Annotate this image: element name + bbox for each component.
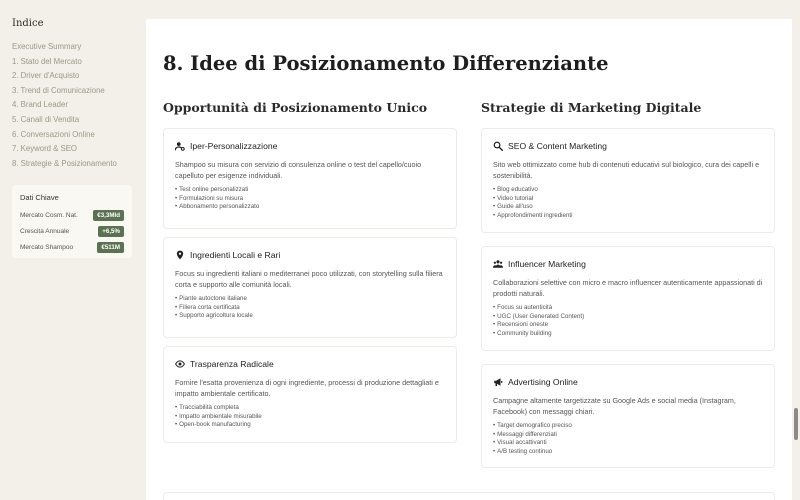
next-section-card bbox=[163, 492, 775, 500]
card-bullet-list bbox=[175, 186, 445, 212]
list-item: • Formulazioni su misura bbox=[175, 195, 445, 204]
section-heading-marketing: Strategie di Marketing Digitale bbox=[481, 100, 702, 115]
card-title: Ingredienti Locali e Rari bbox=[190, 250, 281, 260]
list-item: • Test online personalizzati bbox=[175, 186, 445, 195]
list-item: • Recensioni oneste bbox=[493, 321, 763, 330]
stat-label: Mercato Cosm. Nat. bbox=[20, 211, 78, 219]
nav-item-conversazioni-online[interactable]: 6. Conversazioni Online bbox=[12, 129, 95, 139]
nav-item-strategie-posizionamento[interactable]: 8. Strategie & Posizionamento bbox=[12, 158, 117, 168]
card-title: Iper-Personalizzazione bbox=[190, 141, 278, 151]
list-item: • Approfondimenti ingredienti bbox=[493, 212, 763, 221]
card-bullet-list bbox=[175, 295, 445, 321]
card-influencer-marketing bbox=[481, 246, 775, 351]
card-description: Collaborazioni selettive con micro e macro influencer autenticamente appassionati di prodotti naturali. bbox=[493, 278, 763, 298]
card-description: Focus su ingredienti italiani o mediterranei poco utilizzati, con storytelling sulla filiera corta e supporto alle comunità locali. bbox=[175, 269, 443, 289]
key-stats-title: Dati Chiave bbox=[20, 193, 59, 202]
nav-item-executive-summary[interactable]: Executive Summary bbox=[12, 42, 82, 51]
card-bullet-list bbox=[493, 186, 763, 220]
card-advertising-online bbox=[481, 364, 775, 468]
nav-item-trend-comunicazione[interactable]: 3. Trend di Comunicazione bbox=[12, 85, 105, 95]
card-title: Influencer Marketing bbox=[508, 259, 586, 269]
stat-value-badge: €3,3Mld bbox=[93, 210, 124, 221]
list-item: • A/B testing continuo bbox=[493, 448, 763, 457]
list-item: • Abbonamento personalizzato bbox=[175, 203, 445, 212]
stat-row bbox=[20, 207, 124, 223]
nav-item-canali-vendita[interactable]: 5. Canali di Vendita bbox=[12, 114, 80, 124]
list-item: • UGC (User Generated Content) bbox=[493, 313, 763, 322]
list-item: • Target demografico preciso bbox=[493, 422, 763, 431]
stat-row bbox=[20, 223, 124, 239]
card-trasparenza-radicale bbox=[163, 346, 457, 443]
eye-icon bbox=[175, 359, 185, 369]
list-item: • Visual accattivanti bbox=[493, 439, 763, 448]
sidebar bbox=[0, 0, 146, 500]
list-item: • Piante autoctone italiane bbox=[175, 295, 445, 304]
card-description: Shampoo su misura con servizio di consulenza online o test del capello/cuoio capelluto per esigenze individuali. bbox=[175, 160, 422, 180]
card-description: Sito web ottimizzato come hub di contenuti educativi sul biologico, cura dei capelli e sostenibilità. bbox=[493, 160, 760, 180]
search-icon bbox=[493, 141, 503, 151]
scrollbar[interactable] bbox=[792, 0, 800, 500]
stat-label: Crescita Annuale bbox=[20, 227, 70, 235]
sidebar-title: Indice bbox=[12, 18, 44, 29]
list-item: • Messaggi differenziati bbox=[493, 431, 763, 440]
main-content bbox=[146, 19, 792, 500]
user-gear-icon bbox=[175, 141, 185, 151]
list-item: • Impatto ambientale misurabile bbox=[175, 413, 445, 422]
section-heading-positioning: Opportunità di Posizionamento Unico bbox=[163, 100, 428, 115]
list-item: • Blog educativo bbox=[493, 186, 763, 195]
users-icon bbox=[493, 259, 503, 269]
stat-row bbox=[20, 239, 124, 255]
list-item: • Filiera corta certificata bbox=[175, 304, 445, 313]
card-bullet-list bbox=[493, 304, 763, 338]
list-item: • Focus su autenticità bbox=[493, 304, 763, 313]
card-bullet-list bbox=[493, 422, 763, 456]
card-title: SEO & Content Marketing bbox=[508, 141, 607, 151]
nav-item-stato-mercato[interactable]: 1. Stato del Mercato bbox=[12, 56, 82, 66]
card-title: Trasparenza Radicale bbox=[190, 359, 274, 369]
sidebar-nav bbox=[12, 40, 117, 171]
card-ingredienti-locali bbox=[163, 237, 457, 338]
stat-value-badge: €511M bbox=[97, 242, 124, 253]
card-bullet-list bbox=[175, 404, 445, 430]
list-item: • Tracciabilità completa bbox=[175, 404, 445, 413]
page-title: 8. Idee di Posizionamento Differenziante bbox=[163, 52, 609, 75]
card-iper-personalizzazione bbox=[163, 128, 457, 229]
key-stats-panel bbox=[12, 185, 132, 258]
map-pin-icon bbox=[175, 250, 185, 260]
card-description: Campagne altamente targetizzate su Google Ads e social media (Instagram, Facebook) con messaggi chiari. bbox=[493, 396, 736, 416]
stat-label: Mercato Shampoo bbox=[20, 243, 74, 251]
nav-item-brand-leader[interactable]: 4. Brand Leader bbox=[12, 100, 68, 110]
scrollbar-thumb[interactable] bbox=[794, 408, 798, 440]
list-item: • Video tutorial bbox=[493, 195, 763, 204]
nav-item-keyword-seo[interactable]: 7. Keyword & SEO bbox=[12, 144, 78, 154]
list-item: • Supporto agricoltura locale bbox=[175, 312, 445, 321]
megaphone-icon bbox=[493, 377, 503, 387]
card-description: Fornire l'esatta provenienza di ogni ingrediente, processi di produzione dettagliati e impatto ambientale certificato. bbox=[175, 378, 439, 398]
stat-value-badge: +6,5% bbox=[98, 226, 124, 237]
list-item: • Open-book manufacturing bbox=[175, 421, 445, 430]
list-item: • Guide all'uso bbox=[493, 203, 763, 212]
card-seo-content-marketing bbox=[481, 128, 775, 233]
card-title: Advertising Online bbox=[508, 377, 578, 387]
list-item: • Community building bbox=[493, 330, 763, 339]
nav-item-driver-acquisto[interactable]: 2. Driver d'Acquisto bbox=[12, 71, 80, 81]
